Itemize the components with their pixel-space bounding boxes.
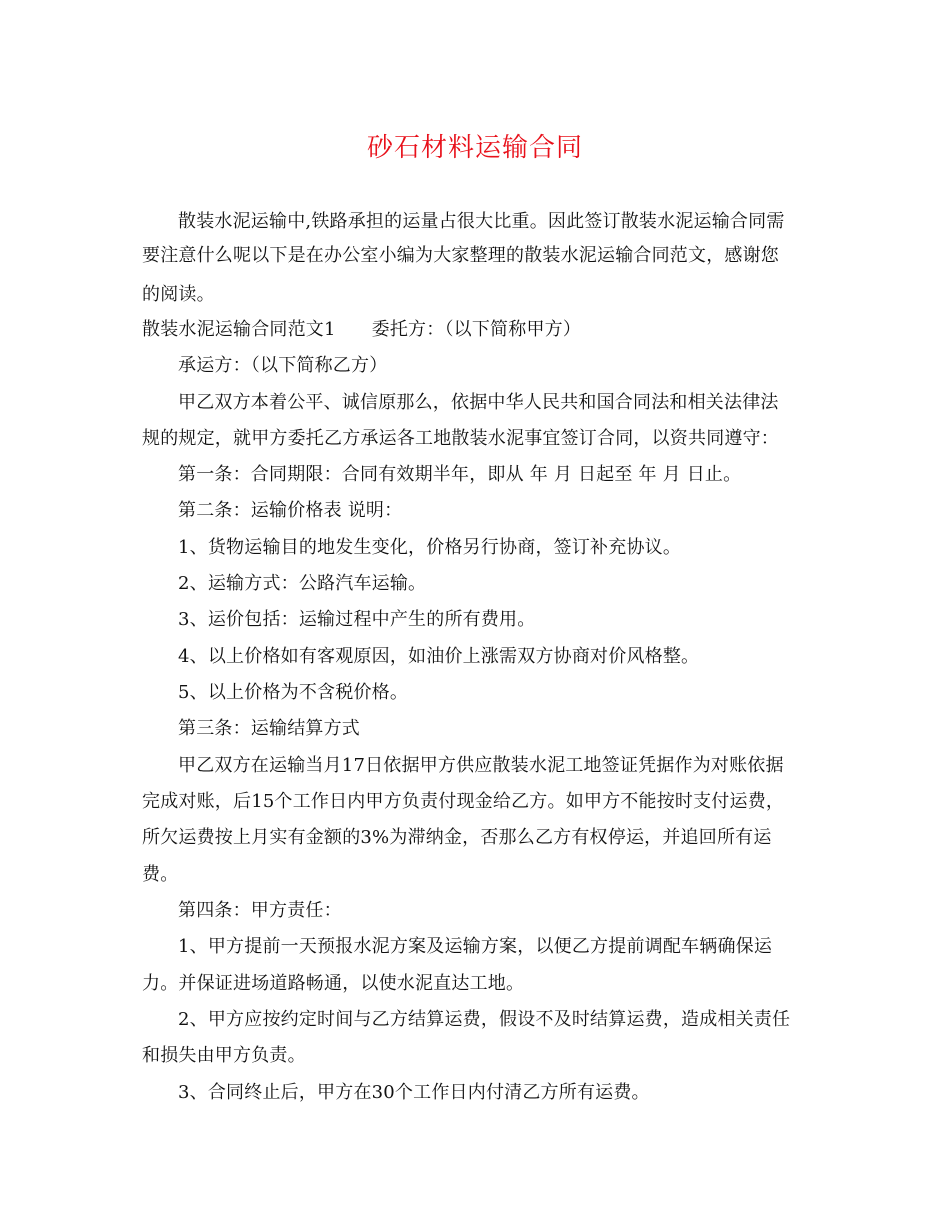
clause-line: 第四条：甲方责任： (178, 900, 342, 921)
paragraph-line: 散装水泥运输中,铁路承担的运量占很大比重。因此签订散装水泥运输合同需 (178, 211, 785, 232)
list-item: 2、甲方应按约定时间与乙方结算运费，假设不及时结算运费，造成相关责任 (178, 1009, 791, 1030)
client-party-label: 委托方：（以下简称甲方） (371, 319, 582, 340)
paragraph-line: 完成对账，后15个工作日内甲方负责付现金给乙方。如甲方不能按时支付运费， (142, 791, 785, 812)
list-item: 1、甲方提前一天预报水泥方案及运输方案，以便乙方提前调配车辆确保运 (178, 936, 773, 957)
paragraph-line: 甲乙双方在运输当月17日依据甲方供应散装水泥工地签证凭据作为对账依据 (178, 755, 784, 776)
paragraph-line: 规的规定，就甲方委托乙方承运各工地散装水泥事宜签订合同，以资共同遵守： (142, 428, 779, 449)
list-item: 3、运价包括：运输过程中产生的所有费用。 (178, 609, 536, 630)
clause-line: 第一条：合同期限：合同有效期半年，即从 年 月 日起至 年 月 日止。 (178, 464, 742, 485)
paragraph-line: 费。 (142, 864, 179, 885)
paragraph-line: 承运方：（以下简称乙方） (178, 355, 388, 376)
list-item: 2、运输方式：公路汽车运输。 (178, 573, 427, 594)
paragraph-line: 的阅读。 (142, 284, 215, 305)
clause-line: 第三条：运输结算方式 (178, 718, 360, 739)
list-item: 4、以上价格如有客观原因，如油价上涨需双方协商对价风格整。 (178, 646, 700, 667)
document-title: 砂石材料运输合同 (366, 133, 583, 163)
list-item: 1、货物运输目的地发生变化，价格另行协商，签订补充协议。 (178, 537, 682, 558)
paragraph-line: 和损失由甲方负责。 (142, 1045, 306, 1066)
list-item: 3、合同终止后，甲方在30个工作日内付清乙方所有运费。 (178, 1082, 650, 1103)
section-heading-line (142, 318, 581, 342)
paragraph-line: 所欠运费按上月实有金额的3%为滞纳金，否那么乙方有权停运，并追回所有运 (142, 827, 772, 848)
paragraph-line: 要注意什么呢以下是在办公室小编为大家整理的散装水泥运输合同范文，感谢您 (142, 245, 779, 266)
sample-heading: 散装水泥运输合同范文1 (142, 319, 336, 340)
paragraph-line: 甲乙双方本着公平、诚信原那么，依据中华人民共和国合同法和相关法律法 (178, 392, 779, 413)
paragraph-line: 力。并保证进场道路畅通，以使水泥直达工地。 (142, 973, 525, 994)
clause-line: 第二条：运输价格表 说明： (178, 500, 403, 521)
list-item: 5、以上价格为不含税价格。 (178, 682, 409, 703)
